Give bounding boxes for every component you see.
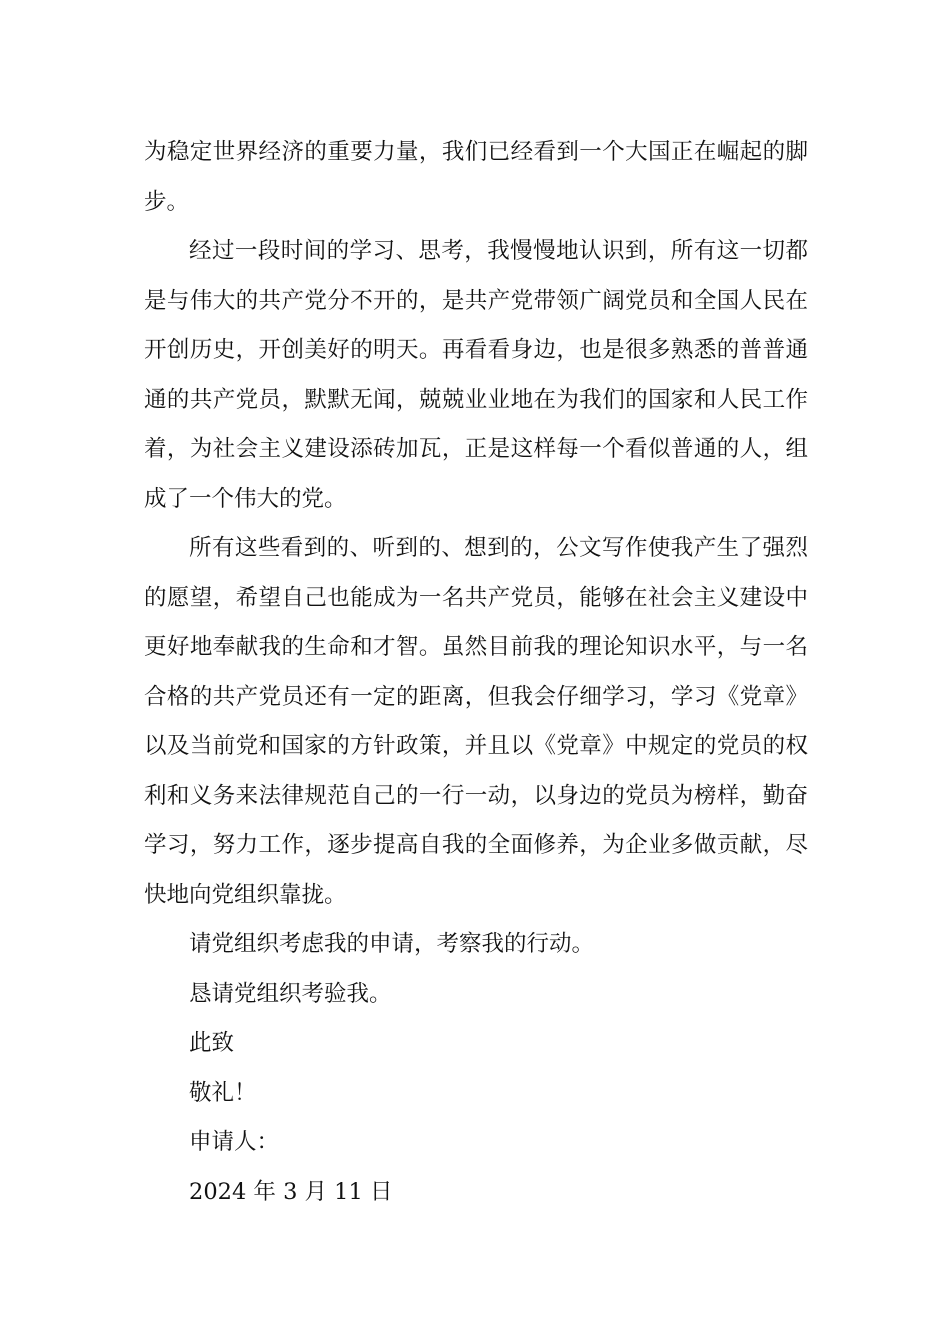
closing-salutation: 此致 — [189, 1030, 235, 1056]
closing-respect: 敬礼！ — [189, 1079, 257, 1106]
paragraph-realization: 经过一段时间的学习、思考，我慢慢地认识到，所有这一切都是与伟大的共产党分不开的，是共产党带领广阔党员和全国人民在开创历史，开创美好的明天。再看看身边，也是很多熟悉的普普通通的共产党员，默默无闻，兢兢业业地在为我们的国家和人民工作着，为社会主义建设添砖加瓦，正是这样每一个看似普通的人，组成了一个伟大的党。 — [144, 238, 808, 512]
paragraph-aspiration: 所有这些看到的、听到的、想到的，公文写作使我产生了强烈的愿望，希望自己也能成为一名共产党员，能够在社会主义建设中更好地奉献我的生命和才智。虽然目前我的理论知识水平，与一名合格的共产党员还有一定的距离，但我会仔细学习，学习《党章》以及当前党和国家的方针政策，并且以《党章》中规定的党员的权利和义务来法律规范自己的一行一动，以身边的党员为榜样，勤奋学习，努力工作，逐步提高自我的全面修养，为企业多做贡献，尽快地向党组织靠拢。 — [144, 535, 808, 908]
request-line: 请党组织考虑我的申请，考察我的行动。 — [189, 931, 595, 957]
letter-date: 2024 年 3 月 11 日 — [189, 1178, 393, 1205]
plea-line: 恳请党组织考验我。 — [189, 980, 392, 1007]
letter-body — [144, 128, 808, 1217]
paragraph-continuation: 为稳定世界经济的重要力量，我们已经看到一个大国正在崛起的脚步。 — [144, 139, 808, 215]
applicant-label: 申请人： — [189, 1129, 280, 1155]
